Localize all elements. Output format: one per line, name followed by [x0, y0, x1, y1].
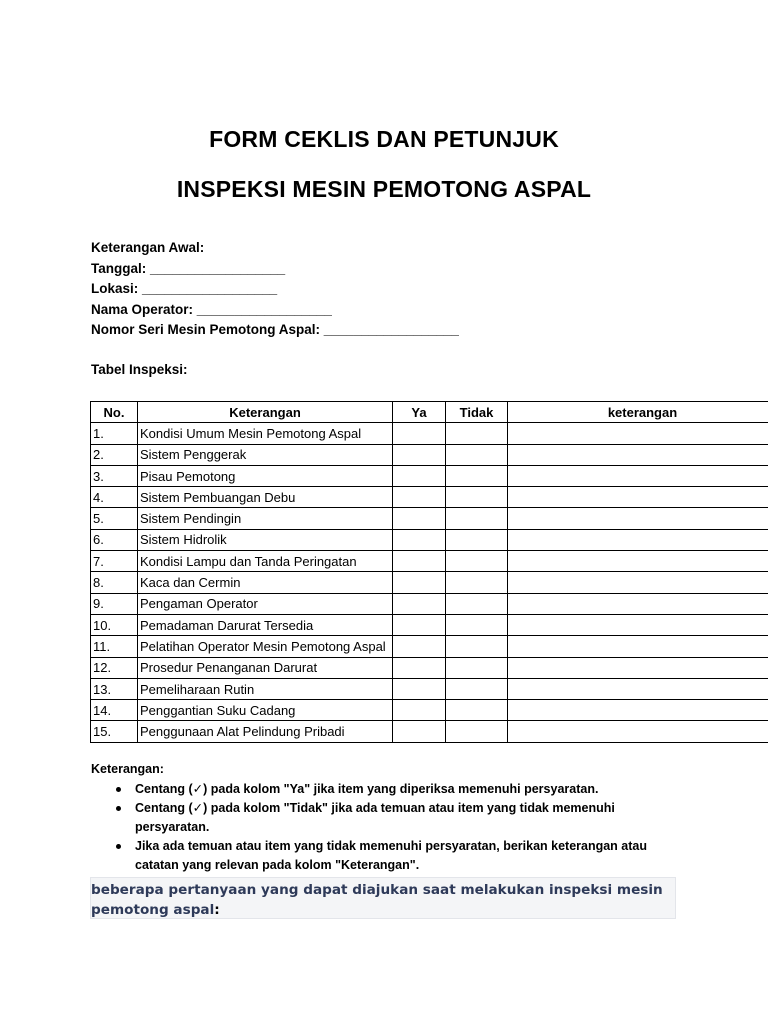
notes-cell[interactable]: [508, 721, 768, 742]
notes-heading: Keterangan:: [91, 762, 164, 776]
notes-cell[interactable]: [508, 529, 768, 550]
ya-cell[interactable]: [393, 551, 446, 572]
row-item: Sistem Pendingin: [138, 508, 393, 529]
notes-cell[interactable]: [508, 465, 768, 486]
info-heading: Keterangan Awal:: [91, 240, 205, 255]
row-item: Pemadaman Darurat Tersedia: [138, 614, 393, 635]
tidak-cell[interactable]: [446, 721, 508, 742]
row-number: 15.: [91, 721, 138, 742]
ya-cell[interactable]: [393, 508, 446, 529]
inspection-table: [90, 401, 768, 743]
notes-cell[interactable]: [508, 444, 768, 465]
notes-cell[interactable]: [508, 614, 768, 635]
table-row: [91, 529, 768, 550]
tidak-cell[interactable]: [446, 678, 508, 699]
table-row: [91, 465, 768, 486]
question-intro-box: [90, 877, 676, 919]
ya-cell[interactable]: [393, 593, 446, 614]
tidak-cell[interactable]: [446, 700, 508, 721]
tidak-cell[interactable]: [446, 529, 508, 550]
row-item: Pisau Pemotong: [138, 465, 393, 486]
table-row: [91, 700, 768, 721]
row-item: Sistem Pembuangan Debu: [138, 487, 393, 508]
form-title: FORM CEKLIS DAN PETUNJUK: [209, 126, 559, 152]
table-row: [91, 721, 768, 742]
tidak-cell[interactable]: [446, 508, 508, 529]
header-no: No.: [91, 402, 138, 423]
notes-cell[interactable]: [508, 508, 768, 529]
row-number: 9.: [91, 593, 138, 614]
row-number: 13.: [91, 678, 138, 699]
notes-cell[interactable]: [508, 678, 768, 699]
header-keterangan: Keterangan: [138, 402, 393, 423]
tidak-cell[interactable]: [446, 423, 508, 444]
form-subtitle: INSPEKSI MESIN PEMOTONG ASPAL: [176, 176, 592, 202]
row-number: 6.: [91, 529, 138, 550]
tidak-cell[interactable]: [446, 593, 508, 614]
notes-cell[interactable]: [508, 657, 768, 678]
ya-cell[interactable]: [393, 423, 446, 444]
row-number: 12.: [91, 657, 138, 678]
tidak-cell[interactable]: [446, 572, 508, 593]
notes-cell[interactable]: [508, 487, 768, 508]
notes-cell[interactable]: [508, 636, 768, 657]
question-intro-text: beberapa pertanyaan yang dapat diajukan saat melakukan inspeksi mesin pemotong aspal: [91, 882, 663, 918]
table-row: [91, 423, 768, 444]
table-row: [91, 551, 768, 572]
notes-cell[interactable]: [508, 593, 768, 614]
table-row: [91, 678, 768, 699]
table-row: [91, 614, 768, 635]
notes-cell[interactable]: [508, 572, 768, 593]
table-row: [91, 572, 768, 593]
row-item: Pemeliharaan Rutin: [138, 678, 393, 699]
row-item: Penggunaan Alat Pelindung Pribadi: [138, 721, 393, 742]
row-number: 11.: [91, 636, 138, 657]
tidak-cell[interactable]: [446, 465, 508, 486]
serial-number-field-line: Nomor Seri Mesin Pemotong Aspal: __________________: [91, 322, 459, 337]
notes-cell[interactable]: [508, 551, 768, 572]
notes-cell[interactable]: [508, 423, 768, 444]
initial-info-section: [91, 238, 459, 341]
note-item: Jika ada temuan atau item yang tidak memenuhi persyaratan, berikan keterangan atau catatan yang relevan pada kolom "Keterangan".: [135, 837, 671, 875]
tidak-cell[interactable]: [446, 487, 508, 508]
table-row: [91, 593, 768, 614]
date-field-line: Tanggal: __________________: [91, 260, 286, 276]
notes-list: [91, 780, 671, 875]
row-number: 10.: [91, 614, 138, 635]
ya-cell[interactable]: [393, 657, 446, 678]
ya-cell[interactable]: [393, 529, 446, 550]
location-field-line: Lokasi: __________________: [91, 281, 278, 296]
tidak-cell[interactable]: [446, 614, 508, 635]
ya-cell[interactable]: [393, 572, 446, 593]
ya-cell[interactable]: [393, 636, 446, 657]
table-row: [91, 487, 768, 508]
ya-cell[interactable]: [393, 721, 446, 742]
row-item: Penggantian Suku Cadang: [138, 700, 393, 721]
notes-section: [91, 762, 671, 875]
row-item: Kaca dan Cermin: [138, 572, 393, 593]
tidak-cell[interactable]: [446, 551, 508, 572]
row-number: 1.: [91, 423, 138, 444]
table-row: [91, 636, 768, 657]
table-row: [91, 444, 768, 465]
row-item: Prosedur Penanganan Darurat: [138, 657, 393, 678]
row-item: Pelatihan Operator Mesin Pemotong Aspal: [138, 636, 393, 657]
ya-cell[interactable]: [393, 487, 446, 508]
ya-cell[interactable]: [393, 614, 446, 635]
ya-cell[interactable]: [393, 678, 446, 699]
header-notes: keterangan: [508, 402, 768, 423]
ya-cell[interactable]: [393, 700, 446, 721]
table-row: [91, 508, 768, 529]
table-label: Tabel Inspeksi:: [91, 362, 188, 377]
table-row: [91, 657, 768, 678]
row-item: Kondisi Lampu dan Tanda Peringatan: [138, 551, 393, 572]
row-number: 3.: [91, 465, 138, 486]
ya-cell[interactable]: [393, 465, 446, 486]
ya-cell[interactable]: [393, 444, 446, 465]
notes-cell[interactable]: [508, 700, 768, 721]
row-number: 8.: [91, 572, 138, 593]
row-item: Pengaman Operator: [138, 593, 393, 614]
row-item: Sistem Penggerak: [138, 444, 393, 465]
row-number: 2.: [91, 444, 138, 465]
operator-field-line: Nama Operator: __________________: [91, 301, 332, 317]
header-tidak: Tidak: [446, 402, 508, 423]
tidak-cell[interactable]: [446, 636, 508, 657]
table-header-row: [91, 402, 768, 423]
tidak-cell[interactable]: [446, 444, 508, 465]
row-number: 4.: [91, 487, 138, 508]
note-item: Centang (✓) pada kolom "Ya" jika item yang diperiksa memenuhi persyaratan.: [135, 780, 671, 799]
header-ya: Ya: [393, 402, 446, 423]
row-item: Kondisi Umum Mesin Pemotong Aspal: [138, 423, 393, 444]
row-number: 14.: [91, 700, 138, 721]
row-number: 7.: [91, 551, 138, 572]
tidak-cell[interactable]: [446, 657, 508, 678]
row-item: Sistem Hidrolik: [138, 529, 393, 550]
question-intro-colon: :: [214, 902, 220, 918]
row-number: 5.: [91, 508, 138, 529]
note-item: Centang (✓) pada kolom "Tidak" jika ada temuan atau item yang tidak memenuhi persyaratan.: [135, 799, 671, 837]
